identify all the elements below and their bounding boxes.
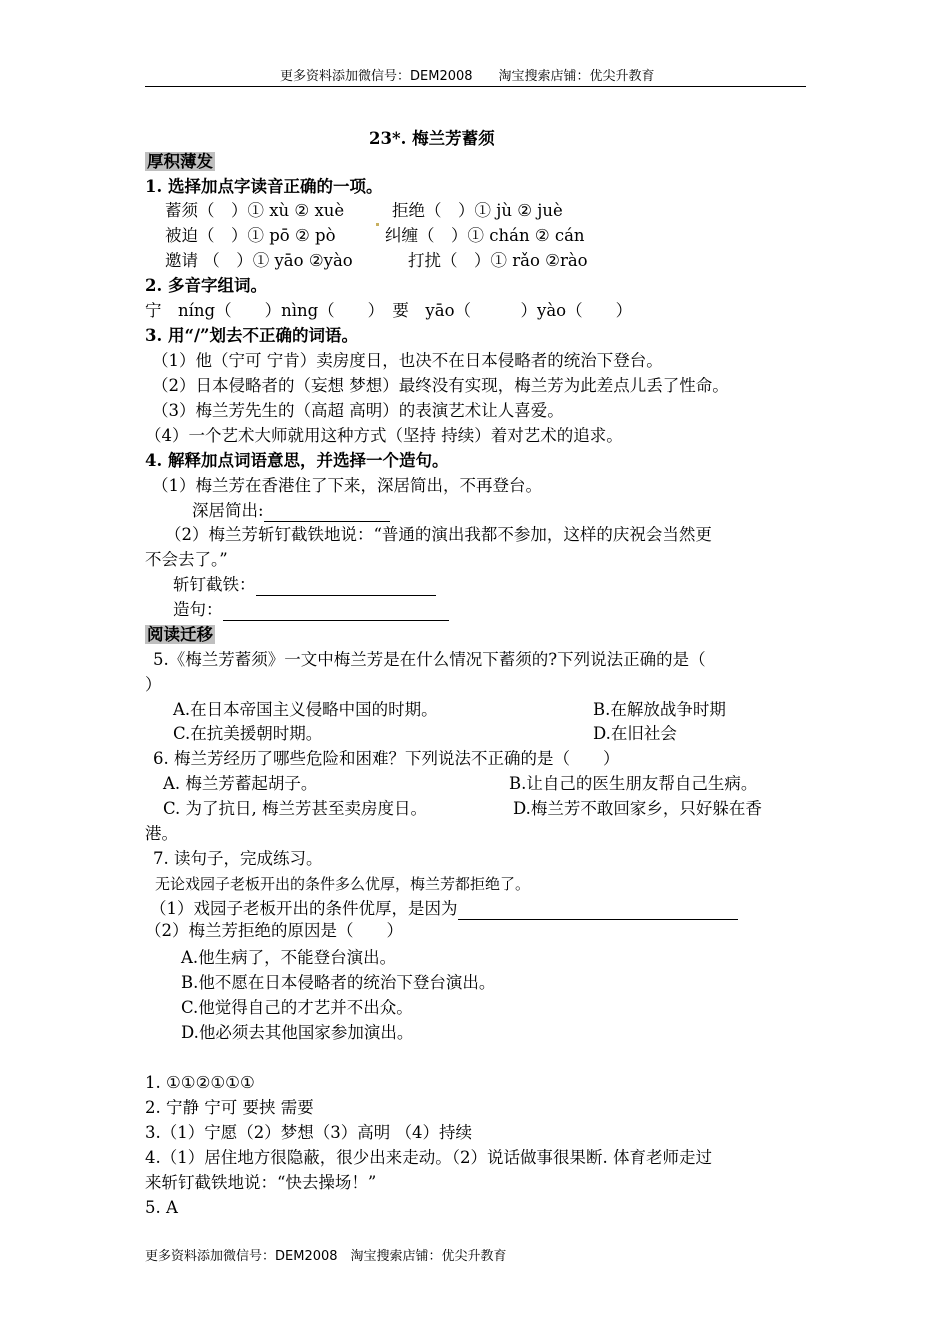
question-5-line-1: 5.《梅兰芳蓄须》一文中梅兰芳是在什么情况下蓄须的?下列说法正确的是（ [153,650,706,669]
q7-sentence: 无论戏园子老板开出的条件多么优厚，梅兰芳都拒绝了。 [155,875,531,893]
q3-item-2: （2）日本侵略者的（妄想 梦想）最终没有实现，梅兰芳为此差点儿丢了性命。 [152,376,729,395]
answer-blank[interactable] [223,604,449,621]
q1-row-2-left: 被迫（ ）① pō ② pò [165,226,336,245]
q7-option-b: B.他不愿在日本侵略者的统治下登台演出。 [181,973,496,992]
q7-item-1 [150,898,738,920]
q7-item-2: （2）梅兰芳拒绝的原因是（ ） [145,921,403,940]
q7-option-a: A.他生病了，不能登台演出。 [181,948,397,967]
q6-option-c: C. 为了抗日, 梅兰芳甚至卖房度日。 [163,799,428,818]
q4-item-1-label: 深居简出: [192,501,264,520]
q3-item-4: （4）一个艺术大师就用这种方式（坚持 持续）着对艺术的追求。 [145,426,623,445]
q5-option-b: B.在解放战争时期 [593,700,726,719]
q3-item-3: （3）梅兰芳先生的（高超 高明）的表演艺术让人喜爱。 [152,401,564,420]
answer-blank[interactable] [256,579,436,596]
q7-option-d: D.他必须去其他国家参加演出。 [181,1023,414,1042]
answer-blank[interactable] [458,903,738,920]
q6-option-b: B.让自己的医生朋友帮自己生病。 [509,774,758,793]
question-4-title: 4. 解释加点词语意思，并选择一个造句。 [145,451,449,470]
question-1-title: 1. 选择加点字读音正确的一项。 [145,177,383,196]
q7-option-c: C.他觉得自己的才艺并不出众。 [181,998,413,1017]
q4-item-2-line-1: （2）梅兰芳斩钉截铁地说：“普通的演出我都不参加，这样的庆祝会当然更 [165,525,712,544]
q4-item-2-line-2: 不会去了。” [145,550,228,569]
emphasis-dot [375,210,380,232]
section-label: 厚积薄发 [147,152,213,171]
q6-option-d-line-1: D.梅兰芳不敢回家乡，只好躲在香 [513,799,762,818]
section-heading-2 [145,624,215,646]
q7-item-1-text: （1）戏园子老板开出的条件优厚，是因为 [150,899,458,918]
q5-option-a: A.在日本帝国主义侵略中国的时期。 [173,700,438,719]
answer-1: 1. ①①②①①① [145,1073,255,1092]
q1-row-1-left: 蓄须（ ）① xù ② xuè [165,201,345,220]
question-2-title: 2. 多音字组词。 [145,276,267,295]
page-footer: 更多资料添加微信号：DEM2008 淘宝搜索店铺：优尖升教育 [145,1249,507,1264]
answer-2: 2. 宁静 宁可 要挟 需要 [145,1098,314,1117]
q4-item-2-label: 斩钉截铁： [173,575,256,594]
page-title: 23*. 梅兰芳蓄须 [369,129,495,148]
q4-sentence-label: 造句： [173,600,223,619]
q6-option-d-line-2: 港。 [145,824,178,843]
q6-option-a: A. 梅兰芳蓄起胡子。 [163,774,318,793]
q2-line: 宁 níng（ ）nìng（ ） 要 yāo（ ）yào（ ） [145,301,633,320]
q5-option-c: C.在抗美援朝时期。 [173,724,323,743]
question-6-title: 6. 梅兰芳经历了哪些危险和困难？下列说法不正确的是（ ） [153,749,620,768]
question-5-line-2: ） [145,675,162,694]
q1-row-2-right: 纠缠（ ）① chán ② cán [385,226,585,245]
answer-3: 3.（1）宁愿（2）梦想（3）高明 （4）持续 [145,1123,472,1142]
question-7-title: 7. 读句子，完成练习。 [153,849,323,868]
q3-item-1: （1）他（宁可 宁肯）卖房度日，也决不在日本侵略者的统治下登台。 [152,351,663,370]
page-header: 更多资料添加微信号：DEM2008 淘宝搜索店铺：优尖升教育 [280,69,655,84]
section-heading-1 [145,151,215,173]
q1-row-3-right: 打扰（ ）① rǎo ②rào [408,251,588,270]
answer-4-line-2: 来斩钉截铁地说：“快去操场！” [145,1173,377,1192]
q4-item-2-answer [173,574,436,596]
q4-sentence-answer [173,599,449,621]
section-label: 阅读迁移 [147,625,213,644]
q1-row-3-left: 邀请 （ ）① yāo ②yào [165,251,353,270]
q4-item-1: （1）梅兰芳在香港住了下来，深居简出，不再登台。 [152,476,542,495]
q4-item-1-answer [192,500,390,522]
question-3-title: 3. 用“/”划去不正确的词语。 [145,326,358,345]
q1-row-1-right: 拒绝（ ）① jù ② juè [392,201,563,220]
q5-option-d: D.在旧社会 [593,724,677,743]
answer-4-line-1: 4.（1）居住地方很隐蔽，很少出来走动。（2）说话做事很果断. 体育老师走过 [145,1148,712,1167]
header-rule [145,86,806,87]
answer-blank[interactable] [264,505,390,522]
answer-5: 5. A [145,1198,178,1217]
